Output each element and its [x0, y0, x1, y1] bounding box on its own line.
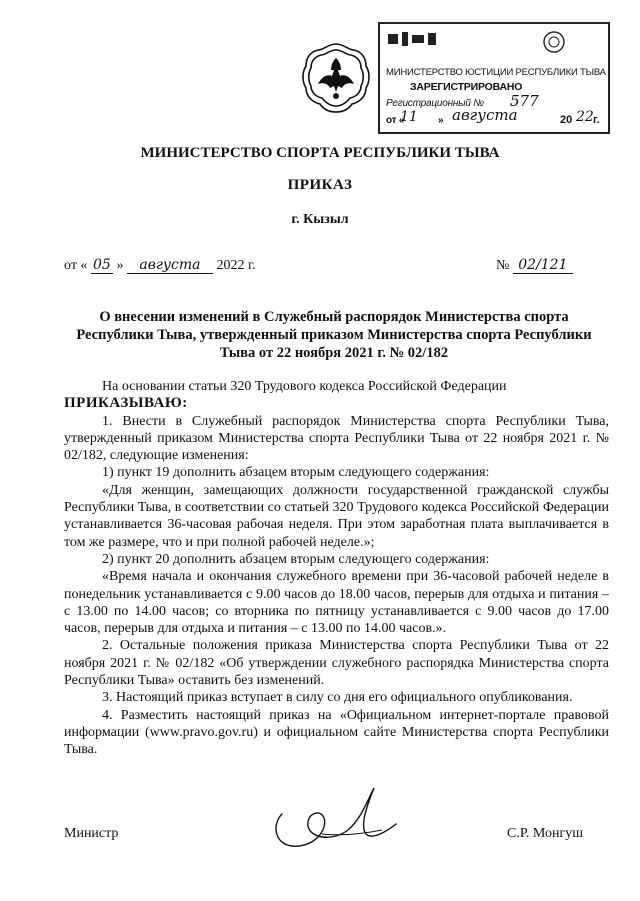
paragraph-1-1-text: «Для женщин, замещающих должности государственной гражданской службы Республики Тыва, в соответствии со статьей 320 Трудового кодекса Российской Федерации устанавливается 36-часовая рабочая неделя. При этом заработная плата выплачивается в том же размере, что и при полной рабочей неделе.»;: [64, 482, 609, 550]
order-word: ПРИКАЗЫВАЮ:: [64, 395, 188, 412]
basis-paragraph: На основании статьи 320 Трудового кодекса Российской Федерации: [102, 379, 507, 394]
paragraph-3: 3. Настоящий приказ вступает в силу со дня его официального опубликования.: [102, 690, 573, 706]
stamp-date-prefix: от «: [386, 115, 405, 126]
stamp-year-g: г.: [593, 114, 600, 126]
registration-stamp: [378, 22, 610, 134]
stamp-reg-number: 577: [510, 92, 539, 110]
stamp-registered: ЗАРЕГИСТРИРОВАНО: [410, 81, 523, 93]
city: г. Кызыл: [291, 212, 349, 227]
stamp-date-mid: »: [438, 115, 444, 126]
number-label: №: [496, 258, 510, 273]
stamp-date-day: 11: [400, 109, 418, 125]
paragraph-2: 2. Остальные положения приказа Министерства спорта Республики Тыва от 22 ноября 2021 г. № 02/182 «Об утверждении служебного распорядка Министерства спорта Республики Тыва» оставить без изменений.: [64, 638, 609, 689]
paragraph-1: 1. Внести в Служебный распорядок Министерства спорта Республики Тыва, утвержденный приказом Министерства спорта Республики Тыва от 22 ноября 2021 г. № 02/182, следующие изменения:: [64, 413, 609, 464]
handwritten-signature-icon: [262, 774, 412, 860]
signer-position: Министр: [64, 826, 119, 841]
paragraph-1-1: 1) пункт 19 дополнить абзацем вторым следующего содержания:: [102, 465, 490, 481]
order-subject: О внесении изменений в Служебный распорядок Министерства спорта Республики Тыва, утвержденный приказом Министерства спорта Республики Тыва от 22 ноября 2021 г. № 02/182: [76, 309, 592, 361]
order-body: [64, 378, 609, 759]
paragraph-1-2: 2) пункт 20 дополнить абзацем вторым следующего содержания:: [102, 551, 490, 567]
tuva-emblem-icon: [298, 40, 374, 116]
paragraph-1-2-text: «Время начала и окончания служебного времени при 36-часовой рабочей неделе в понедельник устанавливается с 9.00 часов до 18.00 часов, перерыв для отдыха и питания – с 13.00 по 14.00 часов; со вторника по пятницу устанавливается с 9.00 часов до 17.00 часов, перерыв для отдыха и питания – с 13.00 по 14.00 часов.».: [64, 569, 609, 637]
stamp-reg-label: Регистрационный №: [386, 98, 484, 109]
order-date: [64, 257, 256, 274]
stamp-seal-icon: [540, 30, 568, 54]
date-month: августа: [127, 257, 213, 274]
date-year: 2022 г.: [216, 258, 256, 273]
order-number: [496, 257, 573, 274]
order-title: ПРИКАЗ: [287, 177, 353, 193]
stamp-year-suffix: 22: [576, 109, 594, 125]
stamp-header-logo-icon: [388, 30, 508, 48]
date-mid: »: [116, 258, 124, 273]
signer-name: С.Р. Монгуш: [507, 826, 583, 841]
date-prefix: от «: [64, 258, 88, 273]
number-value: 02/121: [513, 257, 573, 274]
date-day: 05: [91, 257, 113, 274]
stamp-ministry: МИНИСТЕРСТВО ЮСТИЦИИ РЕСПУБЛИКИ ТЫВА: [386, 67, 606, 78]
stamp-year-prefix: 20: [560, 114, 573, 126]
stamp-date-month: августа: [452, 106, 518, 124]
ministry-title: МИНИСТЕРСТВО СПОРТА РЕСПУБЛИКИ ТЫВА: [140, 145, 500, 161]
paragraph-4: 4. Разместить настоящий приказ на «Официальном интернет-портале правовой информации (www.pravo.gov.ru) и официальном сайте Министерства спорта Республики Тыва.: [64, 707, 609, 758]
